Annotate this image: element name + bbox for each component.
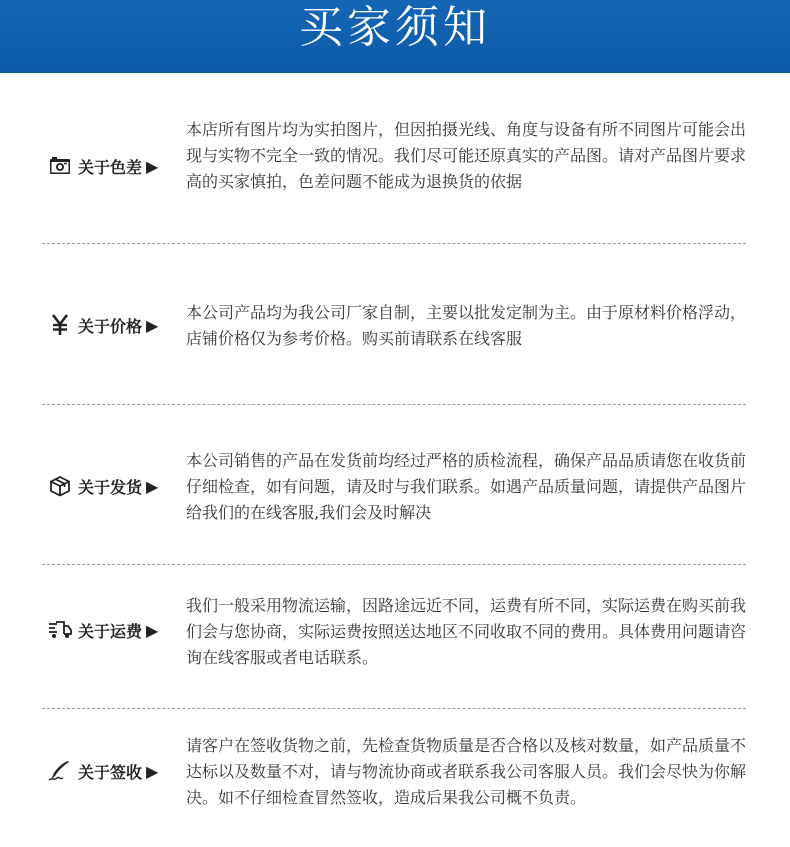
- section-text: 本公司产品均为我公司厂家自制，主要以批发定制为主。由于原材料价格浮动，店铺价格仅为参考价格。购买前请联系在线客服: [186, 303, 747, 348]
- camera-icon: [48, 154, 72, 178]
- section-text: 本公司销售的产品在发货前均经过严格的质检流程，确保产品品质请您在收货前仔细检查，如有问题，请及时与我们联系。如遇产品质量问题，请提供产品图片给我们的在线客服,我们会及时解决: [186, 451, 747, 522]
- arrow-right-icon: ▶: [146, 620, 159, 640]
- section-text: 请客户在签收货物之前，先检查货物质量是否合格以及核对数量，如产品质量不达标以及数量不对，请与物流协商或者联系我公司客服人员。我们会尽快为你解决。如不仔细检查冒然签收，造成后果我公司概不负责。: [186, 736, 747, 807]
- divider: [42, 708, 746, 709]
- arrow-right-icon: ▶: [146, 156, 159, 176]
- section-label: [48, 618, 158, 642]
- divider: [42, 404, 746, 405]
- section-label: [48, 474, 158, 498]
- truck-icon: [48, 618, 72, 642]
- section-label: [48, 313, 158, 337]
- section-label-text: 关于价格: [78, 316, 143, 336]
- section-label-text: 关于签收: [78, 762, 143, 782]
- section-label: [48, 154, 158, 178]
- section-text: 我们一般采用物流运输，因路途远近不同，运费有所不同，实际运费在购买前我们会与您协商，实际运费按照送达地区不同收取不同的费用。具体费用问题请咨询在线客服或者电话联系。: [186, 596, 747, 667]
- package-icon: [48, 474, 72, 498]
- yen-icon: [48, 313, 72, 337]
- divider: [42, 243, 746, 244]
- section-label-text: 关于发货: [78, 477, 143, 497]
- arrow-right-icon: ▶: [146, 761, 159, 781]
- arrow-right-icon: ▶: [146, 315, 159, 335]
- divider: [42, 564, 746, 565]
- header-banner: [0, 0, 790, 73]
- section-text: 本店所有图片均为实拍图片，但因拍摄光线、角度与设备有所不同图片可能会出现与实物不完全一致的情况。我们尽可能还原真实的产品图。请对产品图片要求高的买家慎拍，色差问题不能成为退换货的依据: [186, 120, 747, 191]
- section-label: [48, 759, 158, 783]
- pen-icon: [48, 759, 72, 783]
- section-label-text: 关于色差: [78, 157, 143, 177]
- page-title: 买家须知: [299, 2, 491, 53]
- arrow-right-icon: ▶: [146, 476, 159, 496]
- section-label-text: 关于运费: [78, 621, 143, 641]
